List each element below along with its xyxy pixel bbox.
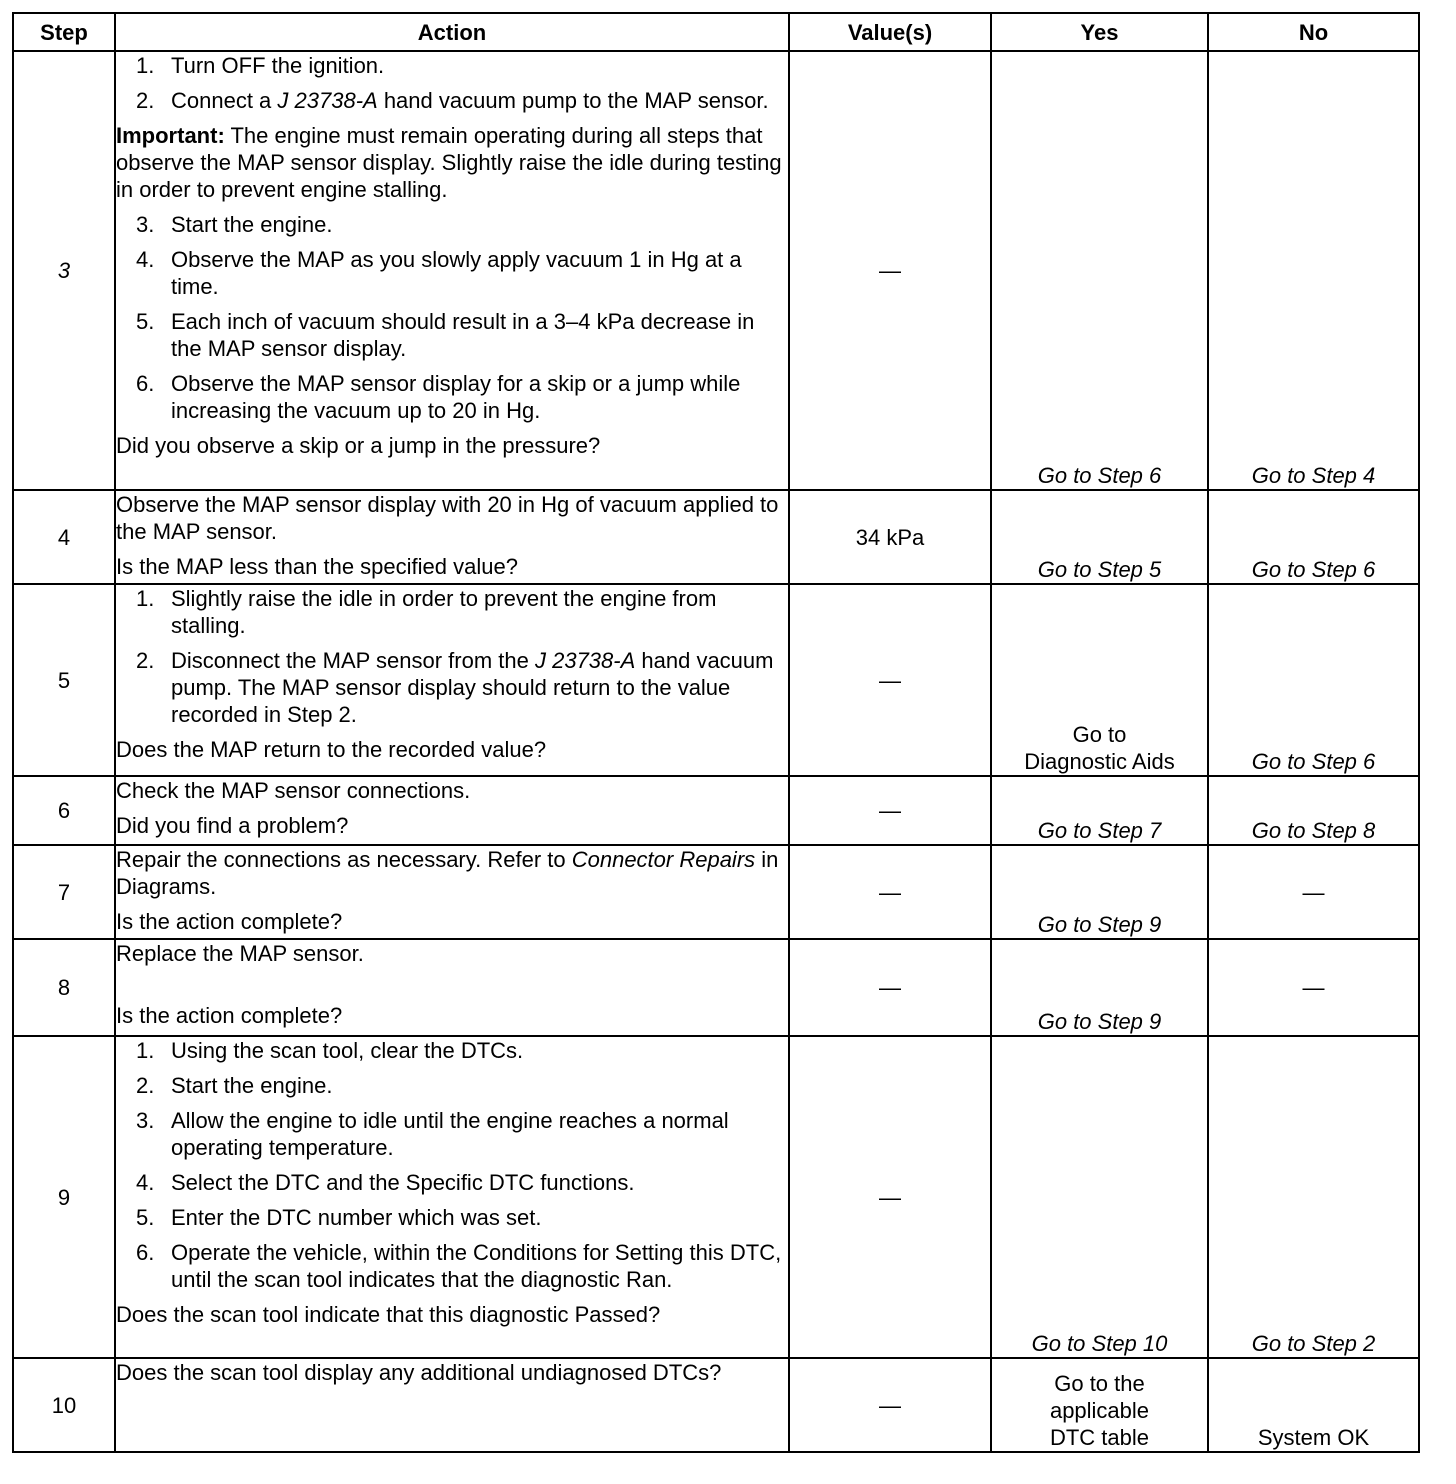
action-cell <box>115 845 789 939</box>
yes-cell <box>991 584 1208 776</box>
value-cell: — <box>789 51 991 490</box>
action-cell <box>115 490 789 584</box>
header-values: Value(s) <box>789 13 991 51</box>
question: Does the scan tool indicate that this diagnostic Passed? <box>116 1302 661 1327</box>
list-item: 4. Select the DTC and the Specific DTC functions. <box>136 1170 635 1195</box>
no-cell: Go to Step 8 <box>1208 776 1419 845</box>
question: Is the action complete? <box>116 909 343 934</box>
question: Is the action complete? <box>116 1003 343 1028</box>
action-cell <box>115 939 789 1036</box>
list-item: 5. Enter the DTC number which was set. <box>136 1205 542 1230</box>
step-number: 3 <box>13 51 115 490</box>
table-row-step-5 <box>13 584 1419 776</box>
list-item: 6. Observe the MAP sensor display for a skip or a jump while increasing the vacuum up to 20 in Hg. <box>136 371 741 423</box>
action-cell <box>115 51 789 490</box>
value-cell: — <box>789 939 991 1036</box>
action-text: Observe the MAP sensor display with 20 in Hg of vacuum applied to the MAP sensor. <box>116 492 779 544</box>
yes-cell: Go to Step 7 <box>991 776 1208 845</box>
yes-line: DTC table <box>1049 1425 1150 1450</box>
value-cell: — <box>789 584 991 776</box>
no-cell: Go to Step 4 <box>1208 51 1419 490</box>
list-item: 3. Start the engine. <box>136 212 333 237</box>
list-item: 2. Start the engine. <box>136 1073 333 1098</box>
yes-cell: Go to Step 5 <box>991 490 1208 584</box>
yes-cell: Go to Step 9 <box>991 845 1208 939</box>
no-cell: Go to Step 6 <box>1208 584 1419 776</box>
action-list <box>116 1037 788 1293</box>
table-row-step-7 <box>13 845 1419 939</box>
no-cell: — <box>1208 939 1419 1036</box>
step-number: 4 <box>13 490 115 584</box>
list-item: 1. Using the scan tool, clear the DTCs. <box>136 1038 524 1063</box>
table-row-step-8 <box>13 939 1419 1036</box>
yes-cell: Go to Step 6 <box>991 51 1208 490</box>
question: Does the MAP return to the recorded value? <box>116 737 547 762</box>
table-row-step-6 <box>13 776 1419 845</box>
yes-line: Go to the <box>1054 1371 1145 1396</box>
table-row-step-9 <box>13 1036 1419 1358</box>
list-item: 5. Each inch of vacuum should result in a 3–4 kPa decrease in the MAP sensor display. <box>136 309 755 361</box>
action-cell <box>115 1358 789 1452</box>
action-text: Check the MAP sensor connections. <box>116 778 471 803</box>
step-number: 9 <box>13 1036 115 1358</box>
header-no: No <box>1208 13 1419 51</box>
yes-cell: Go to Step 9 <box>991 939 1208 1036</box>
list-item: 2. Connect a J 23738-A hand vacuum pump to the MAP sensor. <box>136 88 769 113</box>
list-item: 4. Observe the MAP as you slowly apply vacuum 1 in Hg at a time. <box>136 247 742 299</box>
action-text: Replace the MAP sensor. <box>116 941 364 966</box>
action-cell <box>115 1036 789 1358</box>
value-cell: — <box>789 845 991 939</box>
value-cell: 34 kPa <box>789 490 991 584</box>
question: Is the MAP less than the specified value? <box>116 554 518 579</box>
step-number: 8 <box>13 939 115 1036</box>
question: Does the scan tool display any additional undiagnosed DTCs? <box>116 1360 722 1385</box>
diagnostic-table <box>12 12 1420 1453</box>
yes-line: Diagnostic Aids <box>1024 749 1175 774</box>
no-cell: Go to Step 6 <box>1208 490 1419 584</box>
list-item: 2. Disconnect the MAP sensor from the J 23738-A hand vacuum pump. The MAP sensor display should return to the value recorded in Step 2. <box>136 648 774 727</box>
list-item: 6. Operate the vehicle, within the Conditions for Setting this DTC, until the scan tool indicates that the diagnostic Ran. <box>136 1240 782 1292</box>
question: Did you find a problem? <box>116 813 349 838</box>
header-yes: Yes <box>991 13 1208 51</box>
value-cell: — <box>789 1358 991 1452</box>
yes-cell <box>991 1358 1208 1452</box>
table-row-step-10 <box>13 1358 1419 1452</box>
step-number: 10 <box>13 1358 115 1452</box>
action-list <box>116 211 788 424</box>
table-row-step-4 <box>13 490 1419 584</box>
question: Did you observe a skip or a jump in the pressure? <box>116 433 601 458</box>
step-number: 7 <box>13 845 115 939</box>
yes-line: applicable <box>1049 1398 1150 1423</box>
list-item: 1. Turn OFF the ignition. <box>136 53 385 78</box>
value-cell: — <box>789 1036 991 1358</box>
table-row-step-3 <box>13 51 1419 490</box>
action-text: Repair the connections as necessary. Refer to Connector Repairs in Diagrams. <box>116 847 779 899</box>
action-cell <box>115 776 789 845</box>
important-note: Important: The engine must remain operating during all steps that observe the MAP sensor display. Slightly raise the idle during testing in order to prevent engine stalling. <box>116 123 782 202</box>
no-cell: System OK <box>1208 1358 1419 1452</box>
header-action: Action <box>115 13 789 51</box>
no-cell: — <box>1208 845 1419 939</box>
no-cell: Go to Step 2 <box>1208 1036 1419 1358</box>
action-cell <box>115 584 789 776</box>
list-item: 3. Allow the engine to idle until the engine reaches a normal operating temperature. <box>136 1108 729 1160</box>
header-step: Step <box>13 13 115 51</box>
yes-line: Go to <box>1072 722 1127 747</box>
value-cell: — <box>789 776 991 845</box>
step-number: 6 <box>13 776 115 845</box>
action-list <box>116 52 788 114</box>
header-row <box>13 13 1419 51</box>
yes-cell: Go to Step 10 <box>991 1036 1208 1358</box>
action-list <box>116 585 788 728</box>
step-number: 5 <box>13 584 115 776</box>
list-item: 1. Slightly raise the idle in order to prevent the engine from stalling. <box>136 586 717 638</box>
